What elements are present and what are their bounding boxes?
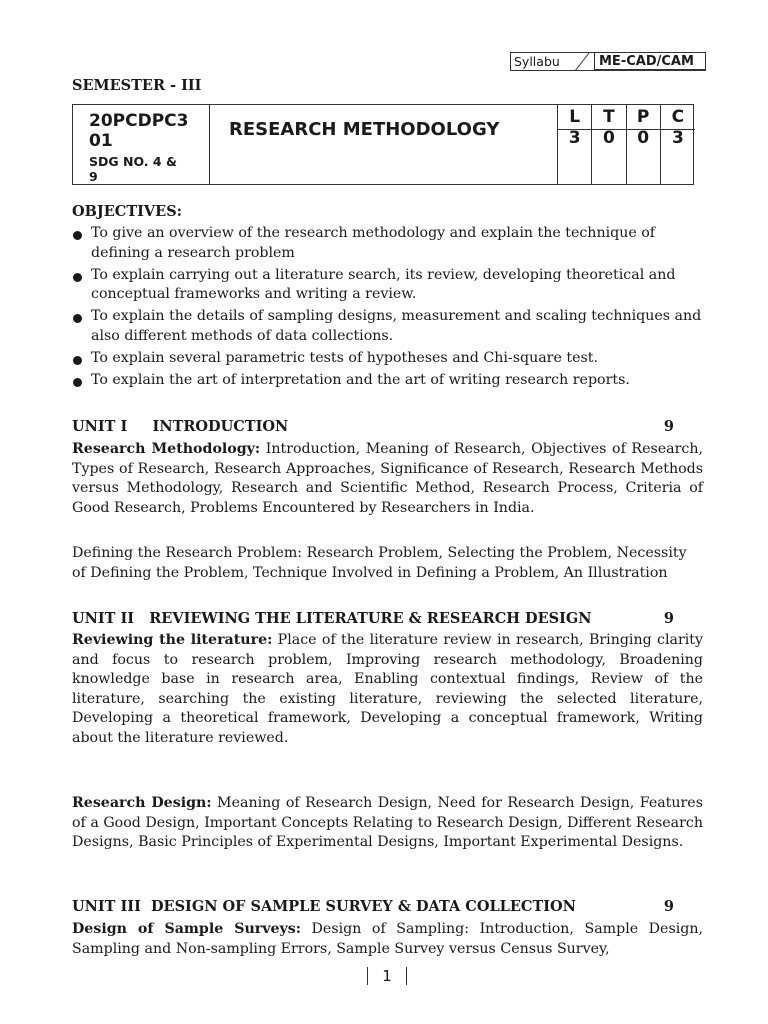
unit-3-hours: 9: [663, 898, 674, 915]
syllabus-tag-left: Syllabu: [514, 54, 560, 69]
unit-1-title: UNIT I INTRODUCTION: [72, 418, 289, 435]
unit-2-title: UNIT II REVIEWING THE LITERATURE & RESEARCH DESIGN: [72, 610, 592, 627]
ltpc-credits-table: [557, 105, 695, 184]
unit-3-title: UNIT III DESIGN OF SAMPLE SURVEY & DATA COLLECTION: [72, 898, 576, 915]
objective-item: To give an overview of the research methodology and explain the technique of defining a research problem: [72, 224, 708, 263]
ltpc-column-p: P 0: [627, 105, 661, 184]
course-header-table: [72, 104, 694, 185]
unit-1-paragraph-1: Research Methodology: Introduction, Meaning of Research, Objectives of Research, Types of Research, Research Approaches, Significance of Research, Research Methods versus Methodology, Research and Scientific Method, Research Process, Criteria of Good Research, Problems Encountered by Researchers in India.: [72, 441, 704, 516]
objectives-heading: OBJECTIVES:: [72, 203, 183, 220]
unit-2-hours: 9: [663, 610, 674, 627]
course-title: RESEARCH METHODOLOGY: [229, 119, 500, 140]
course-code: 20PCDPC3 01: [89, 111, 189, 151]
objective-item: To explain carrying out a literature search, its review, developing theoretical and conceptual frameworks and writing a review.: [72, 266, 708, 305]
ltpc-column-c: C 3: [671, 107, 685, 148]
ltpc-column-l: L 3: [558, 105, 592, 184]
objectives-list: [72, 224, 708, 393]
objective-item: To explain the details of sampling designs, measurement and scaling techniques and also different methods of data collections.: [72, 307, 708, 346]
unit-2-heading: [72, 610, 674, 627]
syllabus-tag-program: ME-CAD/CAM: [594, 53, 705, 70]
unit-1-heading: [72, 418, 674, 435]
course-code-cell: [73, 105, 210, 184]
unit-2-paragraph-2: Research Design: Meaning of Research Design, Need for Research Design, Features of a Good Design, Important Concepts Relating to Research Design, Different Research Designs, Basic Principles of Experimental Designs, Important Experimental Designs.: [72, 795, 703, 851]
objective-item: To explain the art of interpretation and the art of writing research reports.: [72, 371, 708, 391]
sdg-number: SDG NO. 4 & 9: [89, 154, 177, 184]
unit-3-paragraph-1: Design of Sample Surveys: Design of Sampling: Introduction, Sample Design, Sampling and Non-sampling Errors, Sample Survey versus Census Survey,: [72, 921, 703, 957]
ltpc-column-t: T 0: [592, 105, 626, 184]
semester-label: SEMESTER - III: [72, 77, 202, 94]
unit-1-paragraph-2: Defining the Research Problem: Research Problem, Selecting the Problem, Necessity of Defining the Problem, Technique Involved in Defining a Problem, An Illustration: [72, 545, 687, 581]
syllabus-tag: [510, 52, 706, 71]
page-number: 1: [367, 965, 407, 987]
unit-1-hours: 9: [663, 418, 674, 435]
objective-item: To explain several parametric tests of hypotheses and Chi-square test.: [72, 349, 708, 369]
slash-divider-icon: [573, 52, 591, 71]
unit-2-paragraph-1: Reviewing the literature: Place of the literature review in research, Bringing clarity and focus to research problem, Improving research methodology, Broadening knowledge base in research area, Enabling contextual findings, Review of the literature, searching the existing literature, reviewing the selected literature, Developing a theoretical framework, Developing a conceptual framework, Writing about the literature reviewed.: [72, 632, 703, 746]
unit-3-heading: [72, 898, 674, 915]
